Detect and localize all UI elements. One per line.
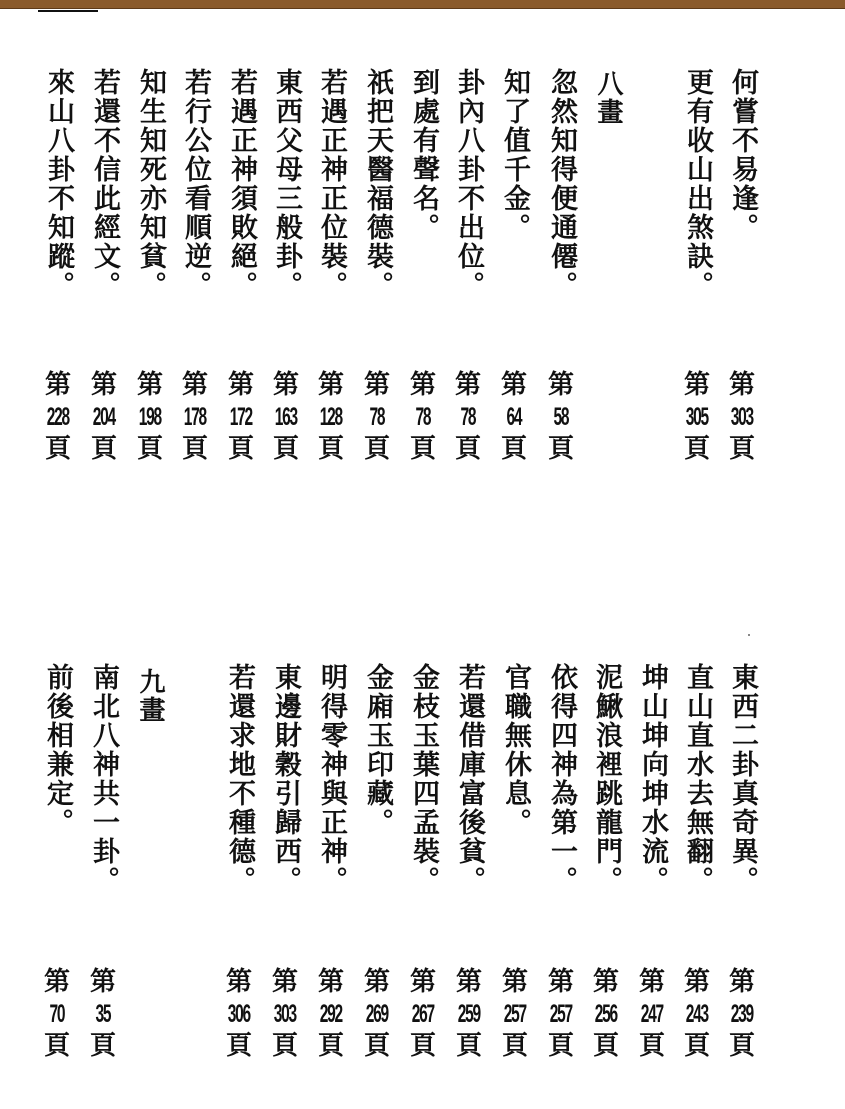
page-ref-suffix: 頁 <box>547 1031 574 1061</box>
entry-text: 若遇正神正位裝。 <box>316 68 347 300</box>
page-reference <box>722 967 762 1061</box>
entry-text: 依得四神為第一。 <box>546 663 577 895</box>
entry-text: 到處有聲名。 <box>408 68 439 242</box>
entry-text: 前後相兼定。 <box>42 663 73 837</box>
page-ref-suffix: 頁 <box>317 434 344 464</box>
page-ref-suffix: 頁 <box>728 434 755 464</box>
entry-text: 泥鰍浪裡跳龍門。 <box>591 663 622 895</box>
page-number: 128 <box>319 403 343 431</box>
page-number: 303 <box>273 1000 297 1028</box>
entry-text: 金廂玉印藏。 <box>362 663 393 837</box>
page-reference <box>448 370 488 464</box>
page-reference <box>84 370 124 464</box>
page-ref-prefix: 第 <box>227 370 254 400</box>
page-reference <box>494 370 534 464</box>
page-ref-prefix: 第 <box>501 967 528 997</box>
page-reference <box>449 967 489 1061</box>
page-reference <box>266 370 306 464</box>
page-ref-prefix: 第 <box>592 967 619 997</box>
entry-text: 若還借庫富後貧。 <box>454 663 485 895</box>
page-ref-suffix: 頁 <box>454 434 481 464</box>
page-ref-prefix: 第 <box>409 370 436 400</box>
page-ref-prefix: 第 <box>638 967 665 997</box>
section-heading-nine-strokes: 九畫 <box>135 668 165 724</box>
page-reference <box>586 967 626 1061</box>
entry-text: 知生知死亦知貧。 <box>135 68 166 300</box>
page-number: 305 <box>685 403 709 431</box>
section-heading-eight-strokes: 八畫 <box>593 70 623 126</box>
page-ref-suffix: 頁 <box>181 434 208 464</box>
page-reference <box>37 967 77 1061</box>
page-reference <box>403 967 443 1061</box>
page-ref-prefix: 第 <box>454 370 481 400</box>
page-ref-prefix: 第 <box>683 967 710 997</box>
page-ref-suffix: 頁 <box>43 1031 70 1061</box>
page-reference <box>83 967 123 1061</box>
page-reference <box>632 967 672 1061</box>
page-number: 239 <box>730 1000 754 1028</box>
page-number: 292 <box>319 1000 343 1028</box>
page-number: 70 <box>49 1000 65 1028</box>
page-number: 163 <box>274 403 298 431</box>
page-reference <box>265 967 305 1061</box>
page-reference <box>311 370 351 464</box>
page-ref-suffix: 頁 <box>500 434 527 464</box>
page-number: 247 <box>640 1000 664 1028</box>
page-ref-suffix: 頁 <box>638 1031 665 1061</box>
entry-text: 忽然知得便通僊。 <box>546 68 577 300</box>
page-ref-prefix: 第 <box>683 370 710 400</box>
page-ref-suffix: 頁 <box>592 1031 619 1061</box>
page-number: 257 <box>549 1000 573 1028</box>
page-reference <box>175 370 215 464</box>
entry-text: 南北八神共一卦。 <box>88 663 119 895</box>
page-ref-prefix: 第 <box>547 370 574 400</box>
page-ref-suffix: 頁 <box>728 1031 755 1061</box>
page-ref-suffix: 頁 <box>363 434 390 464</box>
page-reference <box>677 967 717 1061</box>
page-reference <box>541 370 581 464</box>
page-number: 269 <box>365 1000 389 1028</box>
page-reference <box>541 967 581 1061</box>
page-ref-suffix: 頁 <box>227 434 254 464</box>
page-reference <box>677 370 717 464</box>
page-ref-prefix: 第 <box>317 967 344 997</box>
entry-text: 卦內八卦不出位。 <box>453 68 484 300</box>
page-number: 64 <box>506 403 522 431</box>
page-reference <box>130 370 170 464</box>
entry-text: 明得零神與正神。 <box>316 663 347 895</box>
entry-text: 直山直水去無翻。 <box>682 663 713 895</box>
page-ref-prefix: 第 <box>89 967 116 997</box>
page-number: 204 <box>92 403 116 431</box>
page-ref-suffix: 頁 <box>683 1031 710 1061</box>
page-ref-prefix: 第 <box>44 370 71 400</box>
page-number: 198 <box>138 403 162 431</box>
page-ref-suffix: 頁 <box>317 1031 344 1061</box>
page-ref-prefix: 第 <box>317 370 344 400</box>
page-ref-suffix: 頁 <box>89 1031 116 1061</box>
page-ref-prefix: 第 <box>728 967 755 997</box>
page-ref-prefix: 第 <box>272 370 299 400</box>
page-ref-prefix: 第 <box>728 370 755 400</box>
page-ref-prefix: 第 <box>136 370 163 400</box>
page-number: 172 <box>229 403 253 431</box>
page-reference <box>403 370 443 464</box>
page-ref-prefix: 第 <box>455 967 482 997</box>
entry-text: 若行公位看順逆。 <box>180 68 211 300</box>
page-reference <box>495 967 535 1061</box>
page-ref-prefix: 第 <box>409 967 436 997</box>
entry-text: 來山八卦不知蹤。 <box>43 68 74 300</box>
page-ref-prefix: 第 <box>271 967 298 997</box>
page-reference <box>221 370 261 464</box>
entry-text: 若遇正神須敗絕。 <box>226 68 257 300</box>
page-number: 78 <box>415 403 431 431</box>
page-ref-prefix: 第 <box>500 370 527 400</box>
page-ref-suffix: 頁 <box>683 434 710 464</box>
page-number: 306 <box>227 1000 251 1028</box>
page-number: 303 <box>730 403 754 431</box>
page-ref-prefix: 第 <box>547 967 574 997</box>
page-ref-suffix: 頁 <box>455 1031 482 1061</box>
page-ref-prefix: 第 <box>363 370 390 400</box>
page-ref-prefix: 第 <box>181 370 208 400</box>
entry-text: 若還求地不種德。 <box>224 663 255 895</box>
page-reference <box>357 370 397 464</box>
page-ref-suffix: 頁 <box>44 434 71 464</box>
entry-text: 金枝玉葉四孟裝。 <box>408 663 439 895</box>
page-ref-prefix: 第 <box>43 967 70 997</box>
page-ref-suffix: 頁 <box>409 434 436 464</box>
page-ref-suffix: 頁 <box>547 434 574 464</box>
page-ref-suffix: 頁 <box>225 1031 252 1061</box>
page-number: 243 <box>685 1000 709 1028</box>
page-ref-prefix: 第 <box>225 967 252 997</box>
page-number: 257 <box>503 1000 527 1028</box>
page-reference <box>38 370 78 464</box>
page-number: 178 <box>183 403 207 431</box>
entry-text: 若還不信此經文。 <box>89 68 120 300</box>
entry-text: 祇把天醫福德裝。 <box>362 68 393 300</box>
page-ref-suffix: 頁 <box>271 1031 298 1061</box>
page-ref-prefix: 第 <box>363 967 390 997</box>
entry-text: 東西父母三般卦。 <box>271 68 302 300</box>
page-ref-suffix: 頁 <box>501 1031 528 1061</box>
entry-text: 東西二卦真奇異。 <box>727 663 758 895</box>
page-number: 267 <box>411 1000 435 1028</box>
page-number: 35 <box>95 1000 111 1028</box>
page-ref-suffix: 頁 <box>409 1031 436 1061</box>
page-reference <box>357 967 397 1061</box>
page-number: 78 <box>460 403 476 431</box>
page-number: 78 <box>369 403 385 431</box>
entry-text: 東邊財穀引歸西。 <box>270 663 301 895</box>
entry-text: 更有收山出煞訣。 <box>682 68 713 300</box>
page-number: 58 <box>553 403 569 431</box>
page-reference <box>722 370 762 464</box>
page-number: 228 <box>46 403 70 431</box>
page-ref-suffix: 頁 <box>90 434 117 464</box>
entry-text: 坤山坤向坤水流。 <box>637 663 668 895</box>
entry-text: 官職無休息。 <box>500 663 531 837</box>
page-ref-suffix: 頁 <box>363 1031 390 1061</box>
page-ref-prefix: 第 <box>90 370 117 400</box>
page-ref-suffix: 頁 <box>272 434 299 464</box>
page-number: 259 <box>457 1000 481 1028</box>
entry-text: 何嘗不易逢。 <box>727 68 758 242</box>
entry-text: 知了值千金。 <box>499 68 530 242</box>
page-number: 256 <box>594 1000 618 1028</box>
page-ref-suffix: 頁 <box>136 434 163 464</box>
page-reference <box>311 967 351 1061</box>
page-reference <box>219 967 259 1061</box>
